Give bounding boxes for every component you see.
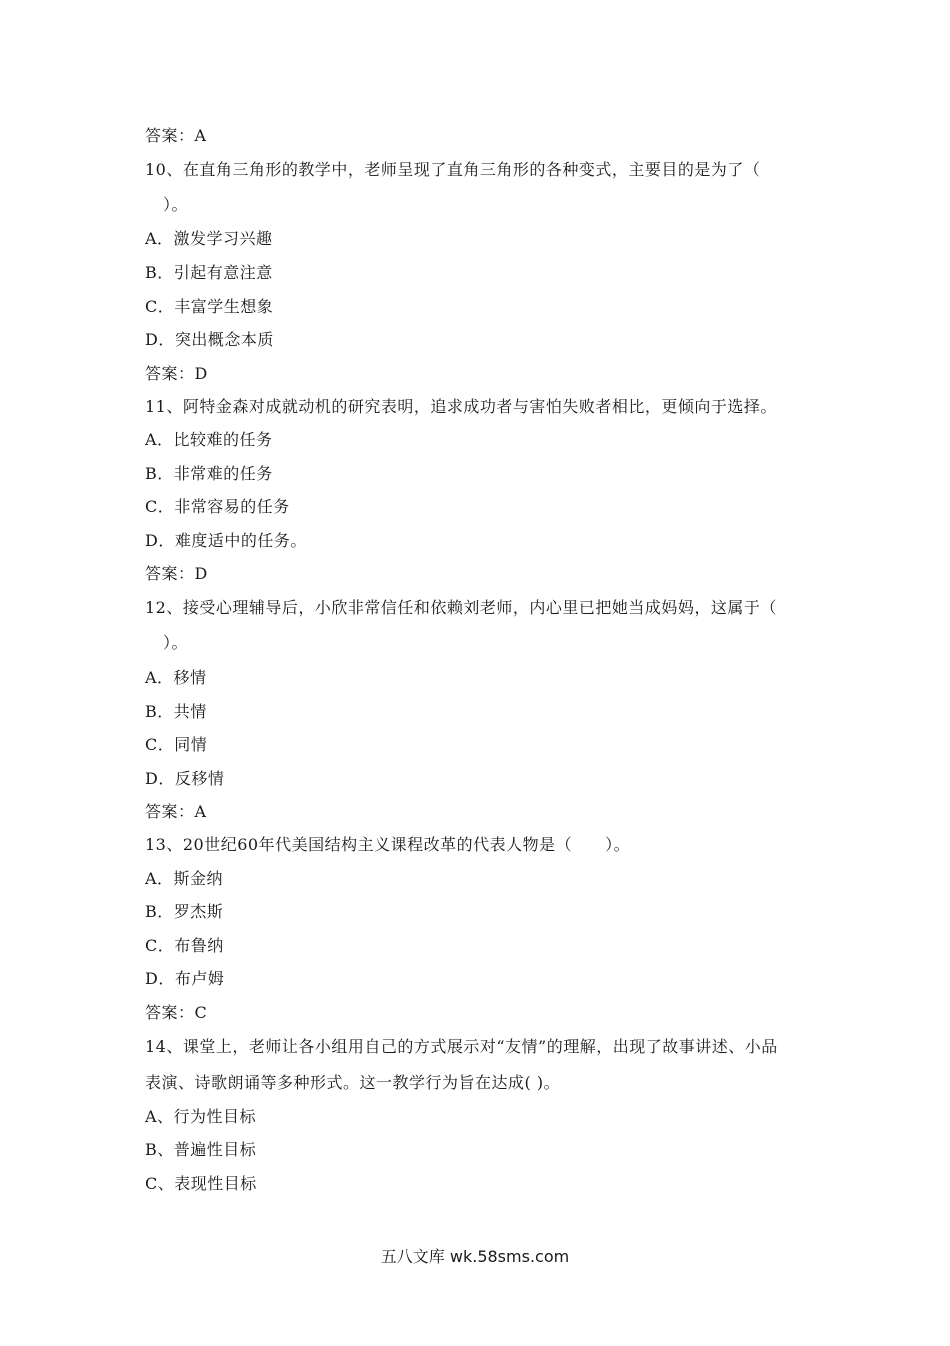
answer-line-q13: 答案：C (145, 1003, 208, 1022)
question-10: 10、在直角三角形的教学中，老师呈现了直角三角形的各种变式，主要目的是为了（ (145, 160, 761, 179)
question-11: 11、阿特金森对成就动机的研究表明，追求成功者与害怕失败者相比，更倾向于选择。 (145, 397, 777, 416)
option-12-d: D．反移情 (145, 769, 225, 788)
option-14-a: A、行为性目标 (145, 1107, 257, 1126)
question-10-continued: ）。 (163, 195, 189, 214)
question-12: 12、接受心理辅导后，小欣非常信任和依赖刘老师，内心里已把她当成妈妈，这属于（ (145, 598, 777, 617)
option-12-a: A．移情 (145, 668, 207, 687)
option-12-c: C．同情 (145, 735, 208, 754)
option-10-d: D．突出概念本质 (145, 330, 274, 349)
option-12-b: B．共情 (145, 702, 207, 721)
option-14-b: B、普遍性目标 (145, 1140, 257, 1159)
question-14-continued: 表演、诗歌朗诵等多种形式。这一教学行为旨在达成( )。 (145, 1073, 561, 1092)
option-10-b: B．引起有意注意 (145, 263, 273, 282)
option-13-c: C．布鲁纳 (145, 936, 224, 955)
option-11-a: A．比较难的任务 (145, 430, 273, 449)
option-11-d: D．难度适中的任务。 (145, 531, 307, 550)
question-12-continued: ）。 (163, 633, 189, 652)
answer-line-q11: 答案：D (145, 564, 208, 583)
option-13-a: A．斯金纳 (145, 869, 224, 888)
option-13-d: D．布卢姆 (145, 969, 225, 988)
question-14: 14、课堂上，老师让各小组用自己的方式展示对“友情”的理解，出现了故事讲述、小品 (145, 1037, 778, 1056)
answer-line-q9: 答案：A (145, 126, 207, 145)
option-13-b: B．罗杰斯 (145, 902, 224, 921)
answer-line-q10: 答案：D (145, 364, 208, 383)
option-14-c: C、表现性目标 (145, 1174, 257, 1193)
option-11-c: C．非常容易的任务 (145, 497, 290, 516)
option-11-b: B．非常难的任务 (145, 464, 273, 483)
question-13: 13、20世纪60年代美国结构主义课程改革的代表人物是（ ）。 (145, 835, 631, 854)
footer-watermark: 五八文库 wk.58sms.com (380, 1247, 570, 1266)
option-10-a: A．激发学习兴趣 (145, 229, 273, 248)
answer-line-q12: 答案：A (145, 802, 207, 821)
option-10-c: C．丰富学生想象 (145, 297, 274, 316)
